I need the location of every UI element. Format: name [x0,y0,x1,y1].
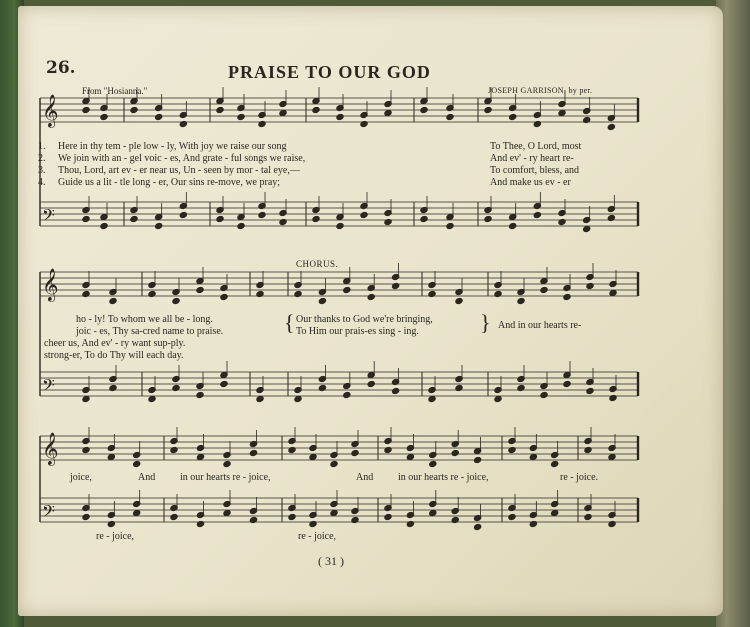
treble-clef-icon: 𝄞 [42,432,59,465]
notehead [508,513,516,520]
notehead [586,282,594,289]
notehead [179,120,187,127]
notehead [288,446,296,453]
notehead [82,106,90,113]
notehead [294,395,302,402]
page-footer: ( 31 ) [318,554,344,568]
notehead [494,395,502,402]
notehead [529,453,537,460]
notehead [148,290,156,297]
notehead [508,446,516,453]
brace: { [284,310,295,335]
notehead [455,297,463,304]
notehead [130,106,138,113]
notehead [196,453,204,460]
notehead [170,446,178,453]
music-notation [18,6,723,616]
notehead [360,120,368,127]
lyric-word: re - joice, [96,531,135,542]
notehead [336,113,344,120]
notehead [446,222,454,229]
notehead [529,520,537,527]
lyric-word: in our hearts re - joice, [398,472,489,483]
notehead [148,395,156,402]
notehead [130,215,138,222]
notehead [196,391,204,398]
notehead [509,222,517,229]
notehead [429,460,437,467]
notehead [607,214,615,221]
notehead [392,387,400,394]
verse-line: We join with an - gel voic - es, And grate - ful songs we raise, [58,153,306,164]
notehead [82,395,90,402]
notehead [279,218,287,225]
lyric-word: re - joice. [560,472,599,483]
notehead [608,520,616,527]
notehead [294,290,302,297]
notehead [336,222,344,229]
notehead [82,290,90,297]
notehead [330,460,338,467]
lyric-word: re - joice, [298,531,337,542]
notehead [107,520,115,527]
chorus-line: Our thanks to God we're bringing, [296,314,433,325]
notehead [216,215,224,222]
notehead [318,297,326,304]
verse-number: 4. [38,177,46,188]
notehead [367,293,375,300]
notehead [312,215,320,222]
notehead [446,113,454,120]
lyric-line: strong-er, To do Thy will each day. [44,350,184,361]
notehead [586,387,594,394]
notehead [196,286,204,293]
notehead [558,109,566,116]
chorus-label: CHORUS. [296,259,339,269]
verse-number: 1. [38,141,46,152]
notehead [133,509,141,516]
notehead [494,290,502,297]
notehead [133,460,141,467]
source-credit: From "Hosianna." [82,86,148,96]
notehead [256,290,264,297]
verse-line: Thou, Lord, art ev - er near us, Un - seen by mor - tal eye,— [58,165,300,176]
notehead [220,380,228,387]
notehead [583,116,591,123]
page-number: 26. [46,58,76,78]
notehead [484,215,492,222]
notehead [540,286,548,293]
bass-clef-icon: 𝄢 [42,205,55,229]
notehead [343,391,351,398]
notehead [392,282,400,289]
notehead [563,293,571,300]
notehead [258,211,266,218]
lyric-line: joic - es, Thy sa-cred name to praise. [76,326,224,337]
verse-line-end: To Thee, O Lord, most [490,141,582,152]
bass-clef-icon: 𝄢 [42,501,55,525]
notehead [428,290,436,297]
notehead [608,453,616,460]
verse-line-end: And make us ev - er [490,177,571,188]
notehead [172,384,180,391]
notehead [318,384,326,391]
notehead [517,384,525,391]
chorus-line: And in our hearts re- [498,320,582,331]
notehead [172,297,180,304]
notehead [82,446,90,453]
notehead [420,106,428,113]
notehead [551,509,559,516]
notehead [429,509,437,516]
notehead [384,446,392,453]
notehead [540,391,548,398]
notehead [107,453,115,460]
notehead [223,509,231,516]
notehead [384,109,392,116]
lyric-word: And [356,472,374,483]
treble-clef-icon: 𝄞 [42,94,59,127]
verse-line-end: And ev' - ry heart re- [490,153,574,164]
notehead [312,106,320,113]
notehead [109,384,117,391]
notehead [360,211,368,218]
notehead [420,215,428,222]
lyric-word: And [138,472,156,483]
notehead [309,453,317,460]
notehead [517,297,525,304]
notehead [558,218,566,225]
composer-credit: JOSEPH GARRISON, by per. [488,86,593,95]
notehead [406,453,414,460]
notehead [288,513,296,520]
notehead [609,394,617,401]
notehead [249,449,257,456]
notehead [583,225,591,232]
notehead [109,297,117,304]
notehead [474,456,482,463]
verse-number: 3. [38,165,46,176]
notehead [384,513,392,520]
verse-number: 2. [38,153,46,164]
notehead [551,460,559,467]
notehead [155,113,163,120]
notehead [367,380,375,387]
notehead [216,106,224,113]
notehead [533,211,541,218]
notehead [249,516,257,523]
hymn-title: PRAISE TO OUR GOD [228,62,431,82]
notehead [584,513,592,520]
notehead [82,513,90,520]
notehead [309,520,317,527]
notehead [237,222,245,229]
notehead [609,289,617,296]
lyric-line: cheer us, And ev' - ry want sup-ply. [44,338,186,349]
notehead [351,516,359,523]
notehead [384,218,392,225]
verse-line: Here in thy tem - ple low - ly, With joy we raise our song [58,141,287,152]
notehead [196,520,204,527]
notehead [170,513,178,520]
notehead [258,120,266,127]
notehead [607,123,615,130]
treble-clef-icon: 𝄞 [42,268,59,301]
lyric-word: in our hearts re - joice, [180,472,271,483]
notehead [451,449,459,456]
lyric-word: joice, [70,472,92,483]
notehead [100,222,108,229]
verse-line: Guide us a lit - tle long - er, Our sins re-move, we pray; [58,177,281,188]
chorus-line: To Him our prais-es sing - ing. [296,326,419,337]
notehead [100,113,108,120]
notehead [237,113,245,120]
notehead [351,449,359,456]
verse-line-end: To comfort, bless, and [490,165,580,176]
notehead [455,384,463,391]
notehead [223,460,231,467]
notehead [343,286,351,293]
bass-clef-icon: 𝄢 [42,375,55,399]
notehead [451,516,459,523]
notehead [279,109,287,116]
notehead [330,509,338,516]
notehead [533,120,541,127]
lyric-line: ho - ly! To whom we all be - long. [76,314,213,325]
notehead [256,395,264,402]
notehead [179,211,187,218]
notehead [406,520,414,527]
notehead [509,113,517,120]
notehead [474,523,482,530]
notehead [563,380,571,387]
notehead [484,106,492,113]
notehead [584,446,592,453]
notehead [428,395,436,402]
hymnal-page [18,6,723,616]
brace: } [480,310,491,335]
notehead [155,222,163,229]
notehead [82,215,90,222]
notehead [220,293,228,300]
